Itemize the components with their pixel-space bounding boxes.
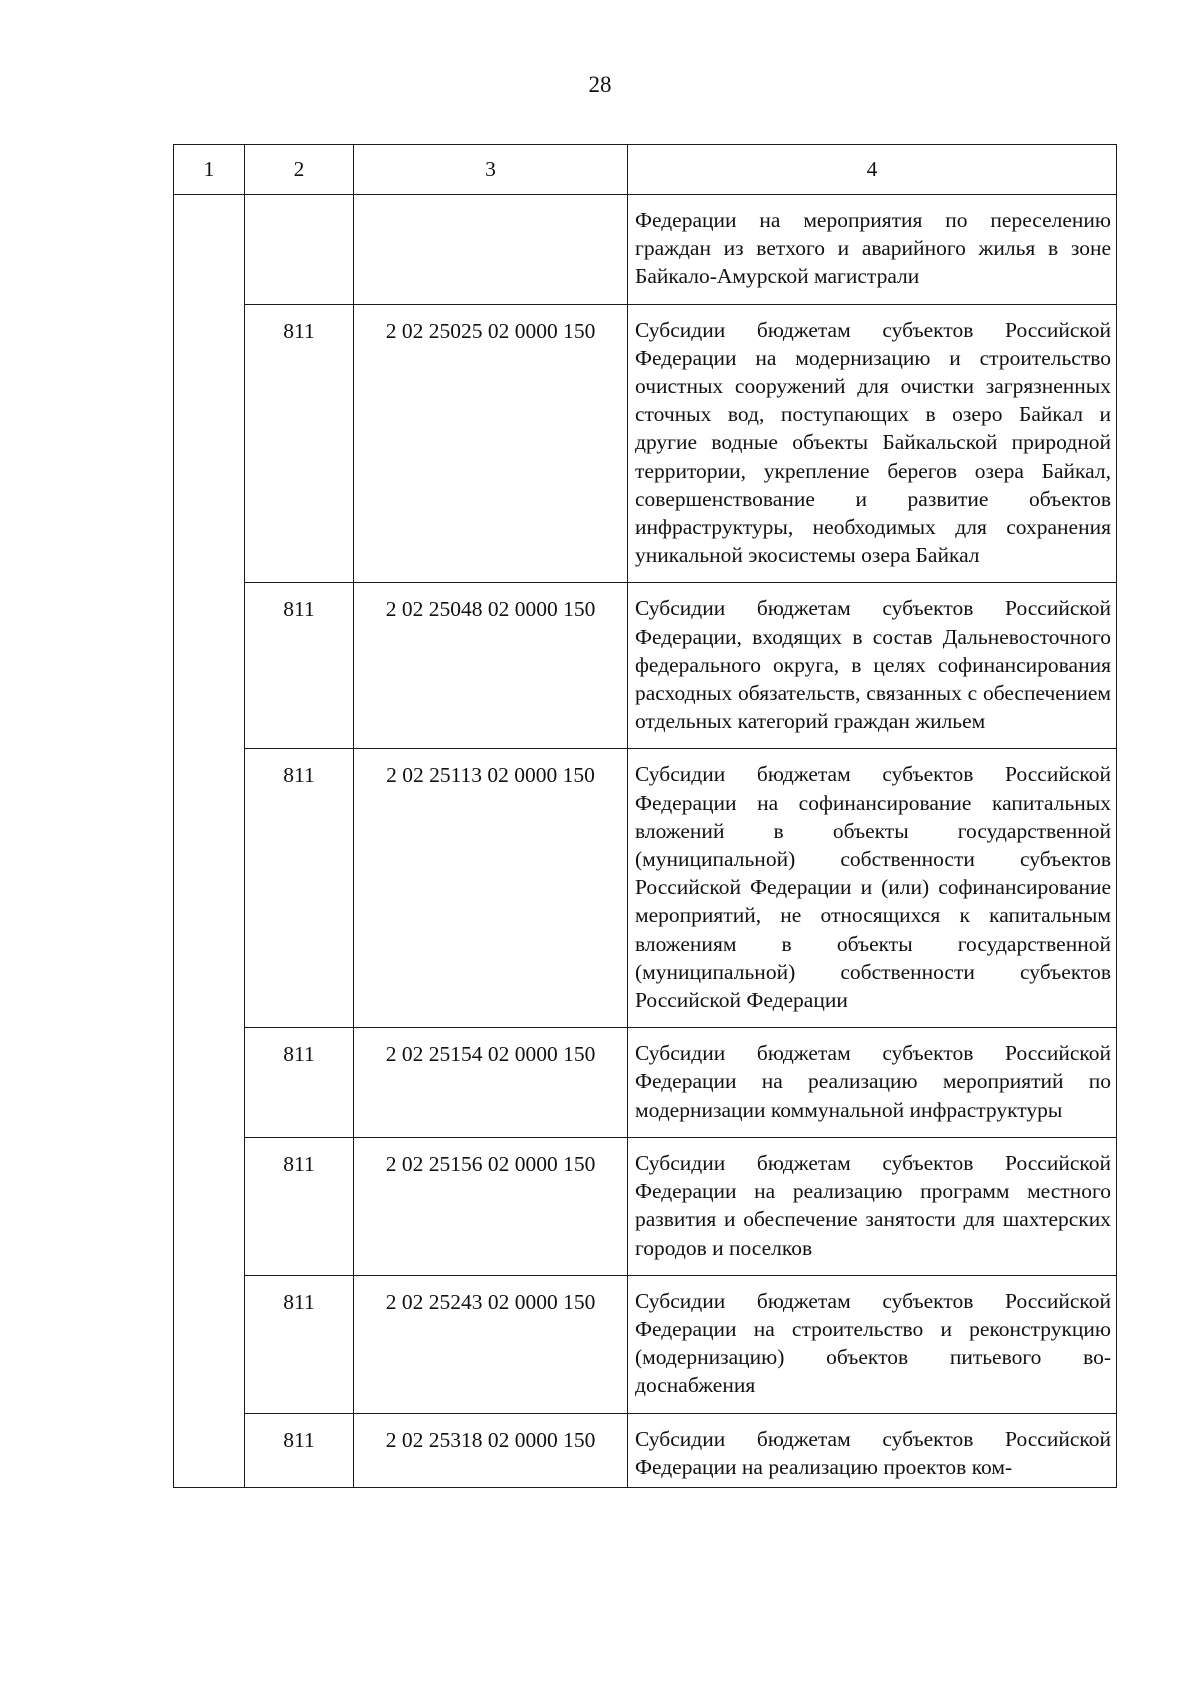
column-header-3: 3 (354, 145, 628, 195)
description-cell: Субсидии бюджетам субъектов Российской Федерации на реализацию мероприятий по модернизации коммунальной инфраструктуры (628, 1028, 1117, 1138)
description-cell: Субсидии бюджетам субъектов Российской Федерации на реализацию программ местного развития и обеспечение занятости для шахтерских городов и поселков (628, 1137, 1117, 1275)
budget-code-cell: 2 02 25156 02 0000 150 (354, 1137, 628, 1275)
column-1-merged-cell (174, 195, 245, 1488)
column-header-2: 2 (245, 145, 354, 195)
budget-code-cell: 2 02 25025 02 0000 150 (354, 304, 628, 583)
table-row (174, 1137, 1117, 1275)
budget-revenue-table (173, 144, 1117, 1488)
admin-code-cell: 811 (245, 304, 354, 583)
budget-code-cell: 2 02 25048 02 0000 150 (354, 583, 628, 749)
admin-code-cell: 811 (245, 1413, 354, 1487)
admin-code-cell: 811 (245, 1275, 354, 1413)
budget-code-cell: 2 02 25318 02 0000 150 (354, 1413, 628, 1487)
description-cell: Субсидии бюджетам субъектов Российской Федерации на софинансирование капитальных вложений в объекты государственной (муниципальной) собственности субъектов Российской Федерации и (или) софинансирование мероприятий, не относящихся к капитальным вложениям в объекты государственной (муниципальной) собственности субъектов Российской Федерации (628, 749, 1117, 1028)
table-row-continued (174, 195, 1117, 305)
table-row (174, 1275, 1117, 1413)
admin-code-cell: 811 (245, 583, 354, 749)
table-header-row (174, 145, 1117, 195)
budget-code-cell: 2 02 25113 02 0000 150 (354, 749, 628, 1028)
page-number: 28 (588, 72, 612, 97)
table-row (174, 583, 1117, 749)
description-cell: Субсидии бюджетам субъектов Российской Федерации на реализацию проектов ком- (628, 1413, 1117, 1487)
description-cell: Субсидии бюджетам субъектов Российской Федерации на модернизацию и строительство очистных сооружений для очистки загрязненных сточных вод, поступающих в озеро Байкал и другие водные объекты Байкальской природной территории, укрепление берегов озера Байкал, совершенствование и развитие объектов инфраструктуры, необходимых для сохранения уникальной экосистемы озера Байкал (628, 304, 1117, 583)
budget-code-cell-empty (354, 195, 628, 305)
description-cell: Федерации на мероприятия по переселению граждан из ветхого и аварийного жилья в зоне Байкало-Амурской магистрали (628, 195, 1117, 305)
table-row (174, 304, 1117, 583)
description-cell: Субсидии бюджетам субъектов Российской Федерации на строительство и реконструкцию (модернизацию) объектов питьевого водоснабжения (628, 1275, 1117, 1413)
column-header-1: 1 (174, 145, 245, 195)
table-row (174, 749, 1117, 1028)
table-row (174, 1413, 1117, 1487)
budget-code-cell: 2 02 25243 02 0000 150 (354, 1275, 628, 1413)
admin-code-cell: 811 (245, 1137, 354, 1275)
description-cell: Субсидии бюджетам субъектов Российской Федерации, входящих в состав Дальневосточного федерального округа, в целях софинансирования расходных обязательств, связанных с обеспечением отдельных категорий граждан жильем (628, 583, 1117, 749)
admin-code-cell: 811 (245, 1028, 354, 1138)
table-row (174, 1028, 1117, 1138)
budget-code-cell: 2 02 25154 02 0000 150 (354, 1028, 628, 1138)
admin-code-cell-empty (245, 195, 354, 305)
admin-code-cell: 811 (245, 749, 354, 1028)
column-header-4: 4 (628, 145, 1117, 195)
